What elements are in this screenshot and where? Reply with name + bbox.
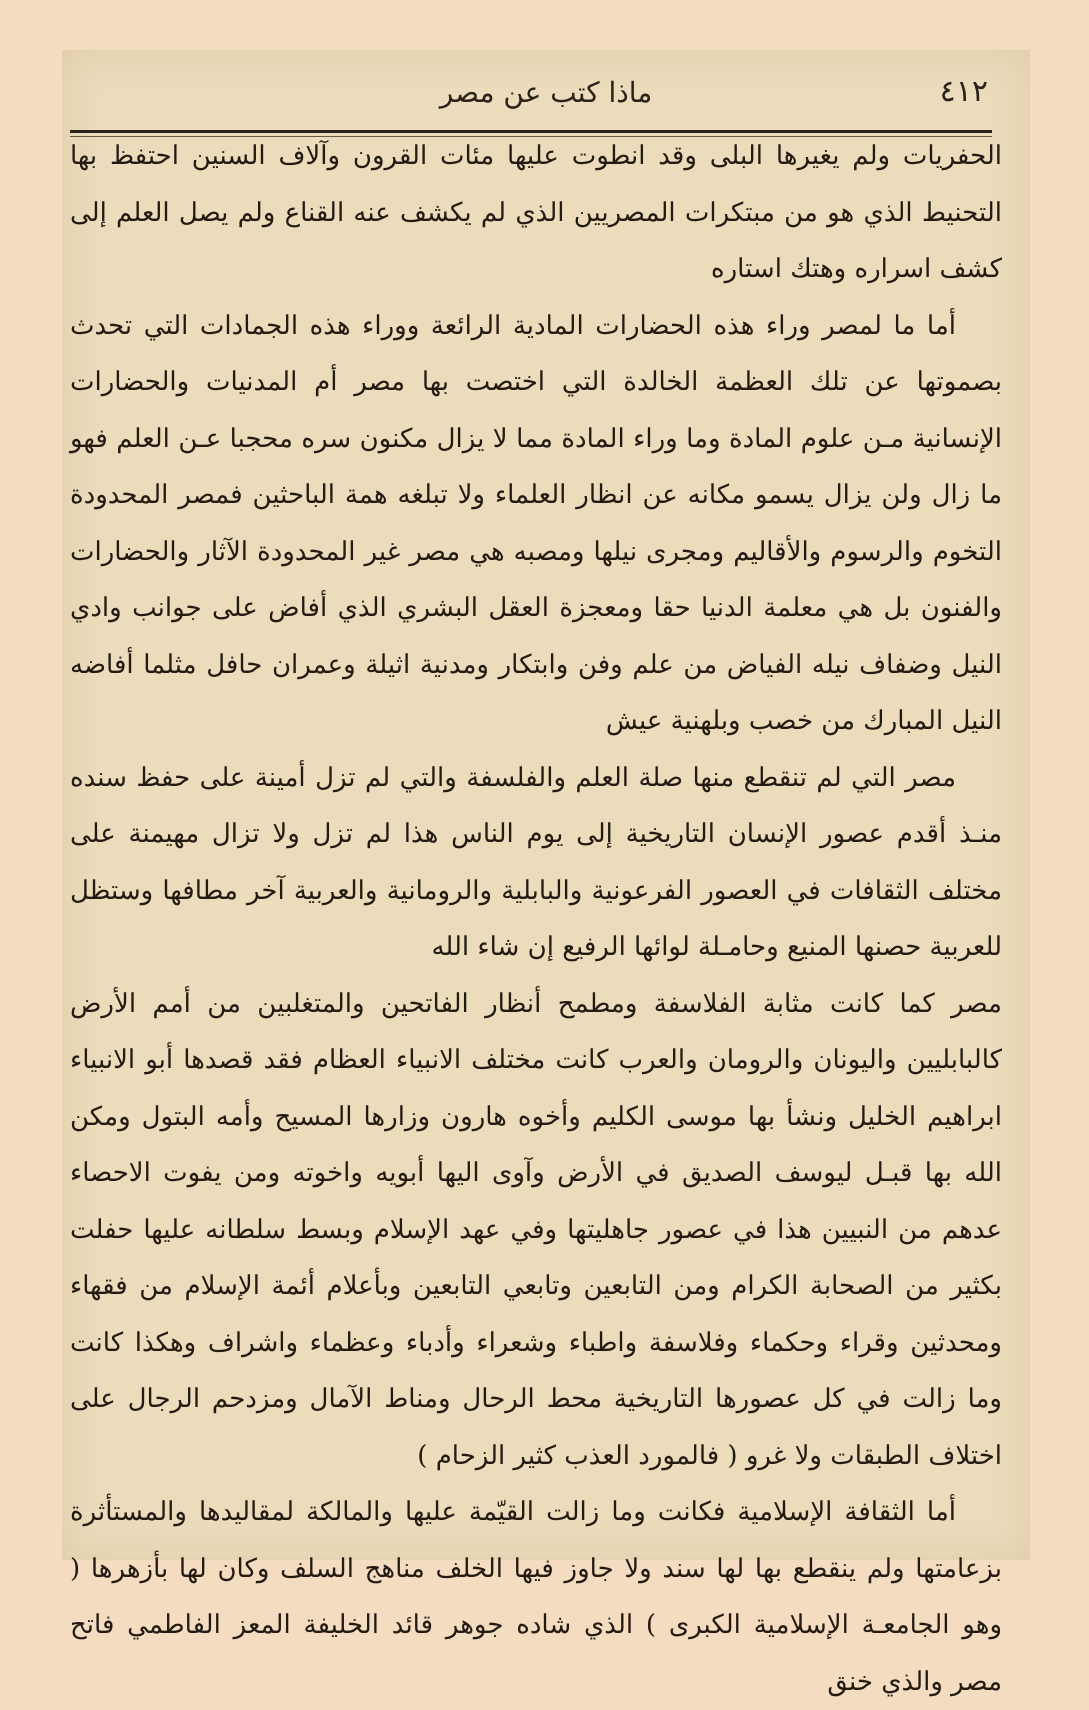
page-header [62,68,1030,128]
body-text [70,128,1002,1710]
paragraph: الحفريات ولم يغيرها البلى وقد انطوت عليها مئات القرون وآلاف السنين احتفظ بها التحنيط الذي هو من مبتكرات المصريين الذي لم يكشف عنه القناع ولم يصل العلم إلى كشف اسراره وهتك استاره [70,141,1002,284]
paragraph: أما ما لمصر وراء هذه الحضارات المادية الرائعة ووراء هذه الجمادات التي تحدث بصموتها عن تلك العظمة الخالدة التي اختصت بها مصر أم المدنيات والحضارات الإنسانية مـن علوم المادة وما وراء المادة مما لا يزال مكنون سره محجبا عـن العلم فهو ما زال ولن يزال يسمو مكانه عن انظار العلماء ولا تبلغه همة الباحثين فمصر المحدودة التخوم والرسوم والأقاليم ومجرى نيلها ومصبه هي مصر غير المحدودة الآثار والحضارات والفنون بل هي معلمة الدنيا حقا ومعجزة العقل البشري الذي أفاض على جوانب وادي النيل وضفاف نيله الفياض من علم وفن وابتكار ومدنية اثيلة وعمران حافل مثلما أفاضه النيل المبارك من خصب وبلهنية عيش [70,310,1002,736]
paragraph: مصر كما كانت مثابة الفلاسفة ومطمح أنظار الفاتحين والمتغلبين من أمم الأرض كالبابليين واليونان والرومان والعرب كانت مختلف الانبياء العظام فقد قصدها أبو الانبياء ابراهيم الخليل ونشأ بها موسى الكليم وأخوه هارون وزارها المسيح وأمه البتول ومكن الله بها قبـل ليوسف الصديق في الأرض وآوى اليها أبويه واخوته ومن يفوت الاحصاء عدهم من النبيين هذا في عصور جاهليتها وفي عهد الإسلام وبسط سلطانه عليها حفلت بكثير من الصحابة الكرام ومن التابعين وتابعي التابعين وبأعلام أئمة الإسلام من فقهاء ومحدثين وقراء وحكماء وفلاسفة واطباء وشعراء وأدباء وعظماء واشراف وهكذا كانت وما زالت في كل عصورها التاريخية محط الرحال ومناط الآمال ومزدحم الرجال على اختلاف الطبقات ولا غرو ( فالمورد العذب كثير الزحام ) [70,988,1002,1471]
page-number: ٤١٢ [939,74,988,109]
paragraph: أما الثقافة الإسلامية فكانت وما زالت القيّمة عليها والمالكة لمقاليدها والمستأثرة بزعامتها ولم ينقطع بها لها سند ولا جاوز فيها الخلف مناهج السلف وكان لها بأزهرها ( وهو الجامعـة الإسلامية الكبرى ) الذي شاده جوهر قائد الخليفة المعز الفاطمي فاتح مصر والذي خنق [70,1497,1002,1697]
paragraph: مصر التي لم تنقطع منها صلة العلم والفلسفة والتي لم تزل أمينة على حفظ سنده منـذ أقدم عصور الإنسان التاريخية إلى يوم الناس هذا لم تزل ولا تزال مهيمنة على مختلف الثقافات في العصور الفرعونية والبابلية والرومانية والعربية آخر مطافها وستظل للعربية حصنها المنيع وحامـلة لوائها الرفيع إن شاء الله [70,762,1002,962]
running-title: ماذا كتب عن مصر [439,76,653,109]
book-page [62,50,1030,1697]
